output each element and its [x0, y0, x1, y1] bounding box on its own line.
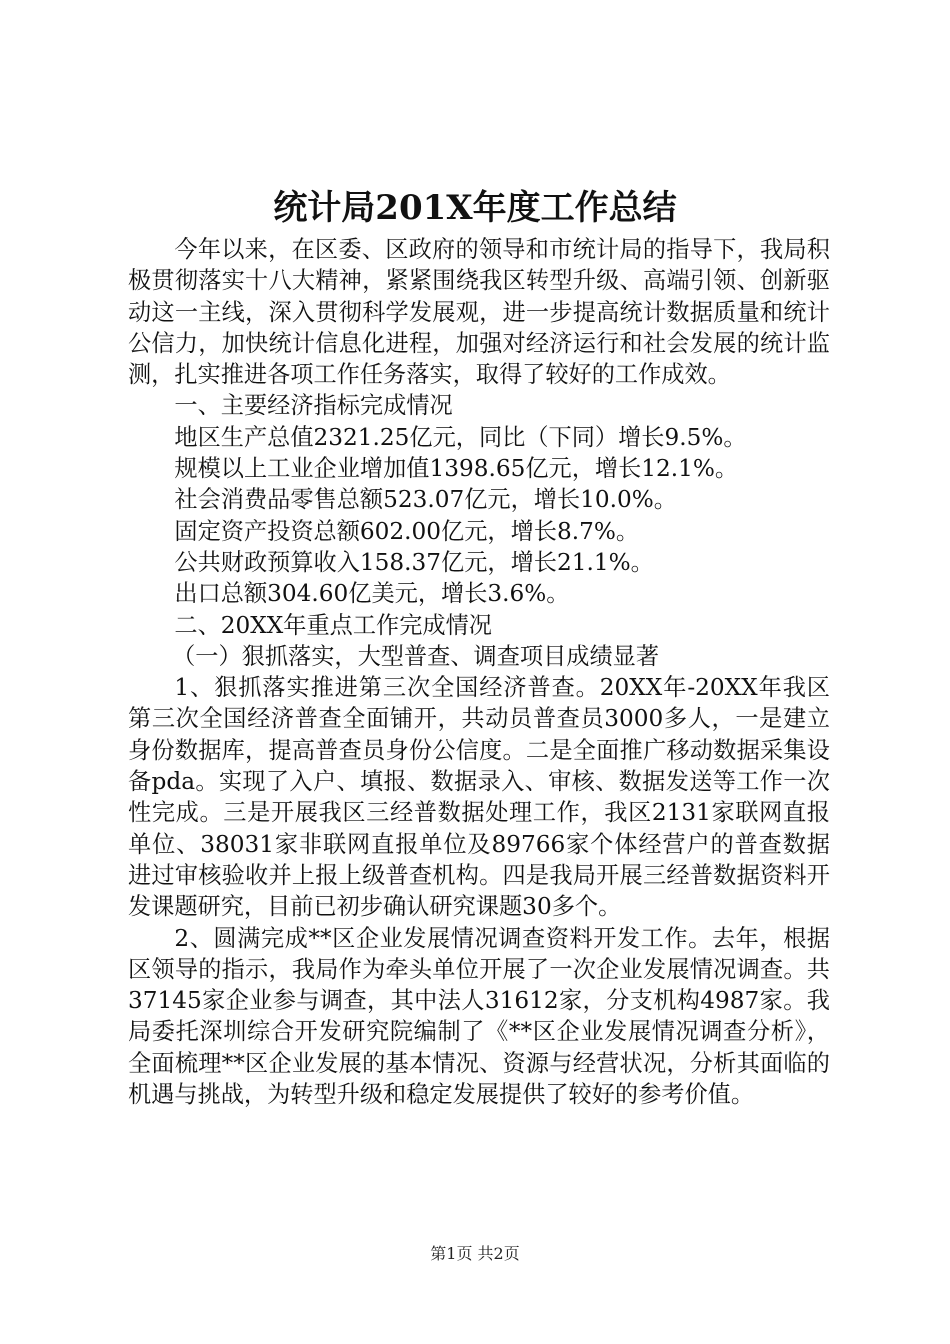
section-heading-2: 二、20XX年重点工作完成情况	[174, 611, 492, 639]
indicator-export: 出口总额304.60亿美元，增长3.6%。	[174, 580, 570, 608]
paragraph-enterprise-survey: 2、圆满完成**区企业发展情况调查资料开发工作。去年，根据区领导的指示，我局作为牵头单位开展了一次企业发展情况调查。共37145家企业参与调查，其中法人31612家，分支机构4987家。我局委托深圳综合开发研究院编制了《**区企业发展情况调查分析》，全面梳理**区企业发展的基本情况、资源与经营状况，分析其面临的机遇与挑战，为转型升级和稳定发展提供了较好的参考价值。	[128, 924, 830, 1109]
page-footer: 第1页 共2页	[430, 1244, 520, 1263]
indicator-retail: 社会消费品零售总额523.07亿元，增长10.0%。	[174, 486, 677, 514]
section-heading-1: 一、主要经济指标完成情况	[174, 392, 453, 420]
intro-paragraph: 今年以来，在区委、区政府的领导和市统计局的指导下，我局积极贯彻落实十八大精神，紧紧围绕我区转型升级、高端引领、创新驱动这一主线，深入贯彻科学发展观，进一步提高统计数据质量和统计公信力，加快统计信息化进程，加强对经济运行和社会发展的统计监测，扎实推进各项工作任务落实，取得了较好的工作成效。	[128, 236, 830, 389]
indicator-industry: 规模以上工业企业增加值1398.65亿元，增长12.1%。	[174, 455, 739, 483]
indicator-gdp: 地区生产总值2321.25亿元，同比（下同）增长9.5%。	[174, 423, 747, 451]
indicator-revenue: 公共财政预算收入158.37亿元，增长21.1%。	[174, 548, 654, 576]
document-body	[128, 234, 830, 1110]
paragraph-economic-census: 1、狠抓落实推进第三次全国经济普查。20XX年-20XX年我区第三次全国经济普查全面铺开，共动员普查员3000多人，一是建立身份数据库，提高普查员身份公信度。二是全面推广移动数据采集设备pda。实现了入户、填报、数据录入、审核、数据发送等工作一次性完成。三是开展我区三经普数据处理工作，我区2131家联网直报单位、38031家非联网直报单位及89766家个体经营户的普查数据进过审核验收并上报上级普查机构。四是我局开展三经普数据资料开发课题研究，目前已初步确认研究课题30多个。	[128, 674, 830, 921]
subsection-heading-1: （一）狠抓落实，大型普查、调查项目成绩显著	[172, 642, 660, 670]
document-title: 统计局201X年度工作总结	[273, 188, 677, 228]
indicator-investment: 固定资产投资总额602.00亿元，增长8.7%。	[174, 517, 640, 545]
